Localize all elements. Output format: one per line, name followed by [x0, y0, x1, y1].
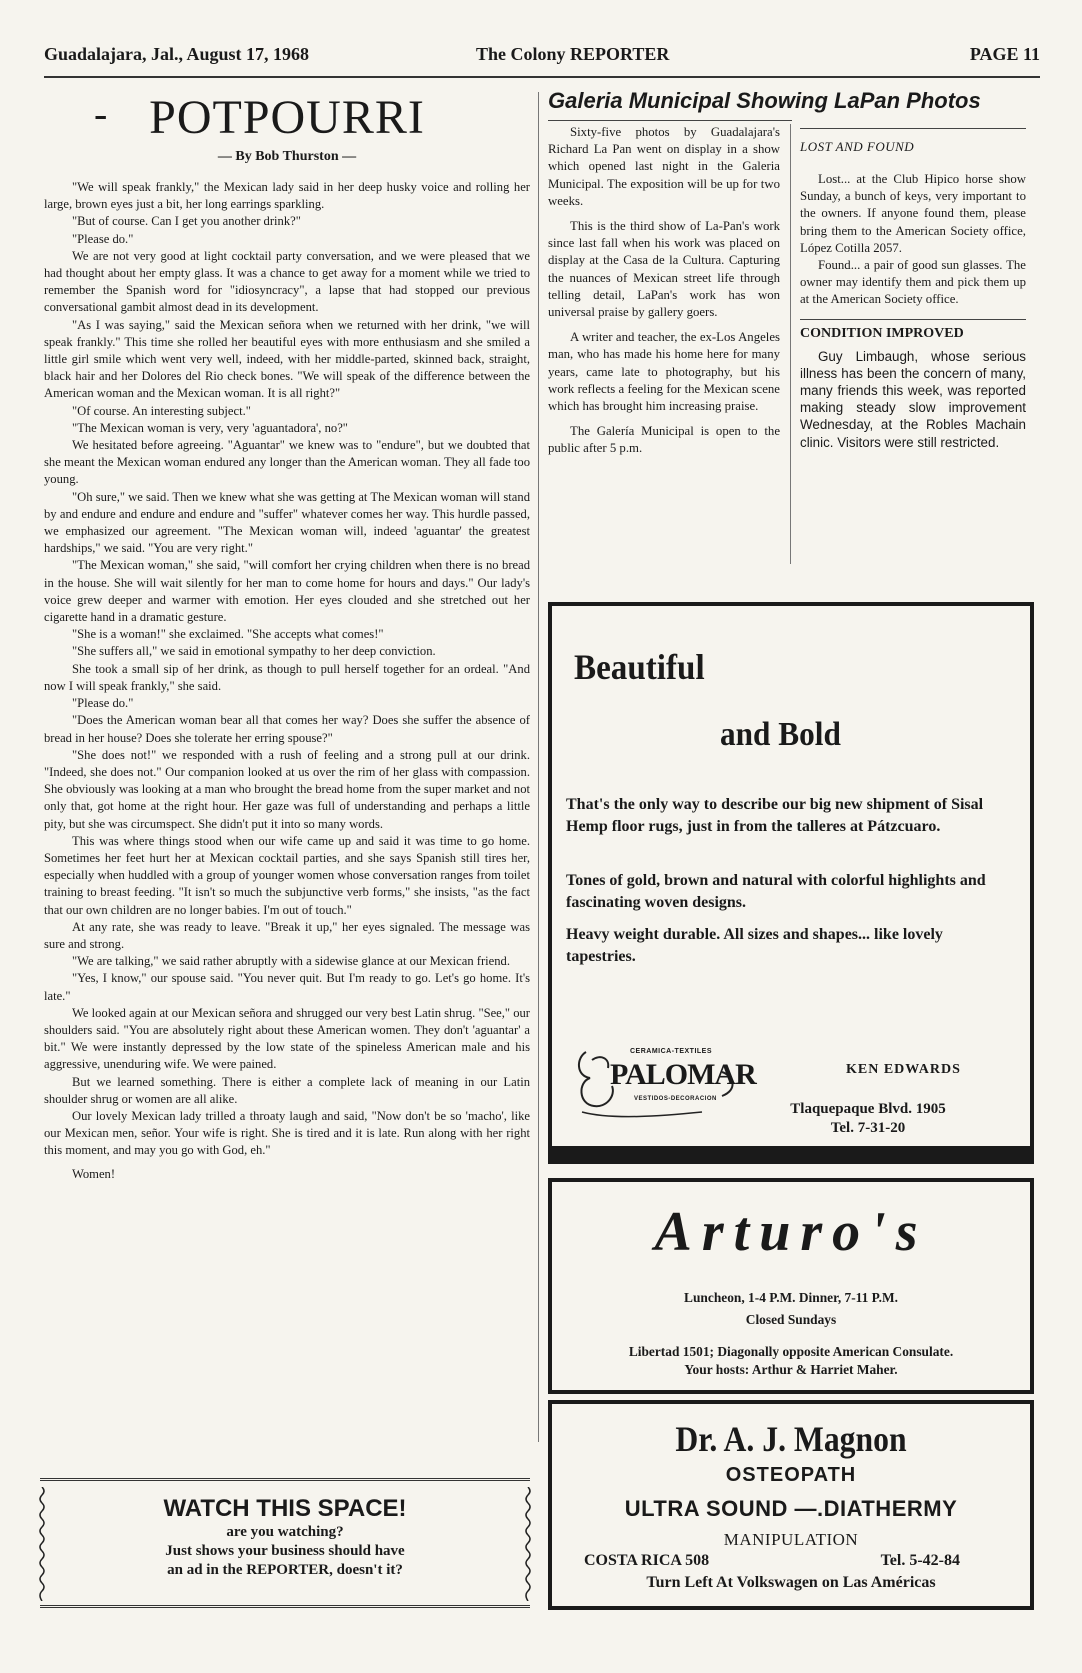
- condition-text: Guy Limbaugh, whose serious illness has been the concern of many, many friends this week, was reported making steady slow improvement Wednesday, at the Robles Machain clinic. Visitors were still restricted.: [800, 348, 1026, 450]
- magnon-services: ULTRA SOUND —.DIATHERMY: [624, 1496, 958, 1521]
- wavy-border-left-icon: [38, 1487, 46, 1601]
- article-paragraph: "But of course. Can I get you another drink?": [72, 214, 301, 229]
- article-paragraph: "Oh sure," we said. Then we knew what she was getting at The Mexican woman will stand by and endure and endure and endure and "suffer" whatever comes her way. This hurdle passed, we emphasized our agreement. "The Mexican woman will, indeed 'aguantar' the greatest hardships," we said. "You are very right.": [44, 489, 530, 556]
- magnon-address: COSTA RICA 508: [584, 1552, 710, 1569]
- galeria-paragraph: A writer and teacher, the ex-Los Angeles man, who has made his home here for many years, came late to photography, but his work reflects a feeling for the Mexican scene which has brought him increasing praise.: [548, 330, 780, 414]
- article-paragraph: Women!: [72, 1166, 116, 1181]
- watch-ad-line3: an ad in the REPORTER, doesn't it?: [167, 1562, 403, 1578]
- galeria-paragraph: The Galería Municipal is open to the public after 5 p.m.: [548, 424, 780, 456]
- article-paragraph: "Yes, I know," our spouse said. "You never quit. But I'm ready to go. Let's go home. It's late.": [44, 971, 530, 1003]
- potpourri-title-block: [44, 90, 530, 145]
- lost-found-heading: LOST AND FOUND: [800, 139, 915, 154]
- article-paragraph: Our lovely Mexican lady trilled a throaty laugh and said, "Now don't be so 'macho', like our Mexican men, señor. Your wife is right. She is tired and it is late. Run along with her right this moment, and may you go with God, eh.": [44, 1108, 530, 1158]
- ad-headline-bold: and Bold: [720, 716, 841, 753]
- lost-paragraph: Lost... at the Club Hipico horse show Sunday, a bunch of keys, very important to the owners. If anyone found them, please bring them to the American Society office, López Cotilla 2057.: [800, 172, 1026, 255]
- article-paragraph: "Please do.": [72, 696, 134, 711]
- magnon-manipulation: MANIPULATION: [723, 1530, 859, 1549]
- galeria-paragraph: Sixty-five photos by Guadalajara's Richard La Pan went on display in a show which opened last night in the Galeria Municipal. The exposition will be up for two weeks.: [548, 125, 780, 208]
- arturos-closed: Closed Sundays: [745, 1312, 837, 1327]
- magnon-ad: [548, 1400, 1034, 1610]
- article-paragraph: "The Mexican woman," she said, "will comfort her crying children when there is no bread in the house. She will wait silently for her man to come home for hours and days." Our lady's voice grew deeper and warmer with emotion. Her eyes clouded and she stretched out her cigarette hand in a dramatic gesture.: [44, 558, 530, 625]
- palomar-logo: [572, 1042, 762, 1122]
- briefs-column: [800, 124, 1026, 451]
- column-divider: [538, 92, 539, 1442]
- masthead-rule: [44, 76, 1040, 78]
- galeria-article: [548, 124, 780, 466]
- article-paragraph: "Please do.": [72, 231, 134, 246]
- article-paragraph: "We will speak frankly," the Mexican lady said in her deep husky voice and rolling her large, brown eyes just a bit, her long earrings sparkling.: [44, 180, 530, 212]
- article-paragraph: "She suffers all," we said in emotional sympathy to her deep conviction.: [72, 644, 436, 659]
- masthead-dateline: Guadalajara, Jal., August 17, 1968: [44, 44, 310, 64]
- title-dash: -: [94, 91, 109, 136]
- ad-paragraph-2: Tones of gold, brown and natural with colorful highlights and fascinating woven designs.: [566, 872, 986, 911]
- magnon-directions: Turn Left At Volkswagen on Las Américas: [646, 1574, 936, 1591]
- galeria-headline: Galeria Municipal Showing LaPan Photos: [548, 88, 981, 113]
- palomar-rug-ad: [548, 602, 1034, 1164]
- logo-name: PALOMAR: [610, 1058, 756, 1091]
- masthead: [44, 40, 1040, 68]
- ad-telephone: Tel. 7-31-20: [830, 1120, 906, 1136]
- ad-address: Tlaquepaque Blvd. 1905: [790, 1101, 946, 1117]
- wavy-border-right-icon: [524, 1487, 532, 1601]
- article-paragraph: "She does not!" we responded with a rush of feeling and a strong pull at our drink. "Indeed, she does not." Our companion looked at us over the rim of her glass with compassion. She obviously was looking at a man who brought the bread home from the super market and not only that, got home at the right hour. Her gaze was full of understanding and perhaps a little pity, but she was circumspect. She didn't put it into so many words.: [44, 747, 530, 831]
- article-paragraph: "The Mexican woman is very, very 'aguantadora', no?": [72, 420, 348, 435]
- ad-paragraph-1: That's the only way to describe our big new shipment of Sisal Hemp floor rugs, just in from the talleres at Pátzcuaro.: [566, 796, 984, 835]
- potpourri-article: [44, 179, 530, 1183]
- article-paragraph: We are not very good at light cocktail party conversation, and we were pleased that we had thought about her empty glass. It was a chance to get away for a moment while we tried to remember the Spanish word for "idiosyncracy", a lapse that had stopped our previous conversational gambit almost dead in its development.: [44, 248, 530, 315]
- briefs-rule: [800, 128, 1026, 129]
- article-paragraph: We looked again at our Mexican señora and shrugged our very best Latin shrug. "See," our shoulders said. "You are absolutely right about these American women. They don't 'aguantar' a bit." We were instantly depressed by the low state of the spineless American male and his aggressive, unenduring wife. We were pained.: [44, 1005, 530, 1072]
- ad-address-block: [768, 1100, 968, 1138]
- potpourri-title: POTPOURRI: [149, 91, 425, 144]
- watch-ad-title: WATCH THIS SPACE!: [163, 1495, 407, 1522]
- article-paragraph: At any rate, she was ready to leave. "Break it up," her eyes signaled. The message was sure and strong.: [44, 919, 530, 951]
- magnon-telephone: Tel. 5-42-84: [880, 1552, 960, 1569]
- article-paragraph: "As I was saying," said the Mexican señora when we returned with her drink, "we will speak frankly." This time she rolled her beautiful eyes with more enthusiasm and she smiled a little girl smile which went very well, indeed, with her middle-parted, skinned back, straight, black hair and her Dolores del Rio check bones. "We will speak of the difference between the American woman and the Mexican woman. It is all right?": [44, 317, 530, 401]
- logo-bottom-text: VESTIDOS-DECORACION: [634, 1096, 717, 1102]
- masthead-page-number: PAGE 11: [969, 44, 1040, 64]
- article-paragraph: She took a small sip of her drink, as though to pull herself together for an ordeal. "And now I will speak frankly," she said.: [44, 661, 530, 693]
- article-paragraph: "Of course. An interesting subject.": [72, 403, 251, 418]
- arturos-hosts: Your hosts: Arthur & Harriet Maher.: [684, 1362, 898, 1377]
- ad-headline-beautiful: Beautiful: [574, 647, 705, 687]
- watch-ad-line1: are you watching?: [226, 1524, 344, 1540]
- article-paragraph: "We are talking," we said rather abruptly with a sidewise glance at our Mexican friend.: [72, 954, 510, 969]
- potpourri-column: [44, 84, 530, 1183]
- article-paragraph: This was where things stood when our wife came up and said it was time to go home. Sometimes her feet hurt her at Mexican cocktail parties, and she says Spanish still tires her, especially when huddled with a group of younger women whose conversation ranges from toilet training to breast feeding. "It isn't so much the subjunctive verb forms," she insists, "as the fact that our own children are no longer babies. I'm out of touch.": [44, 833, 530, 917]
- article-paragraph: We hesitated before agreeing. "Aguantar" we knew was to "endure", but we doubted that she meant the Mexican woman endured any longer than the American woman. They all fade too young.: [44, 438, 530, 487]
- arturos-hours: Luncheon, 1-4 P.M. Dinner, 7-11 P.M.: [684, 1290, 898, 1305]
- article-paragraph: But we learned something. There is either a complete lack of meaning in our Latin shoulder shrug or women are all alike.: [44, 1074, 530, 1106]
- found-paragraph: Found... a pair of good sun glasses. The owner may identify them and pick them up at the American Society office.: [800, 258, 1026, 307]
- watch-this-space-ad: [40, 1478, 530, 1608]
- magnon-name: Dr. A. J. Magnon: [675, 1419, 907, 1459]
- watch-ad-line2: Just shows your business should have: [165, 1543, 405, 1559]
- logo-top-text: CERAMICA-TEXTILES: [630, 1048, 712, 1055]
- arturos-name: Arturo's: [654, 1201, 928, 1263]
- galeria-rule: [548, 120, 792, 121]
- article-paragraph: "Does the American woman bear all that comes her way? Does she suffer the absence of bread in her house? Does she tolerate her erring spouse?": [44, 713, 530, 745]
- potpourri-byline: — By Bob Thurston —: [217, 149, 357, 164]
- galeria-paragraph: This is the third show of La-Pan's work since last fall when his work was placed on display at the Casa de la Cultura. Capturing the nuances of Mexican street life through telling detail, LaPan's work has won universal praise by gallery goers.: [548, 219, 780, 320]
- briefs-rule-2: [800, 319, 1026, 320]
- magnon-title: OSTEOPATH: [725, 1464, 857, 1486]
- masthead-paper-name: The Colony REPORTER: [476, 44, 670, 64]
- ad-contact-name: KEN EDWARDS: [846, 1062, 961, 1077]
- article-paragraph: "She is a woman!" she exclaimed. "She accepts what comes!": [72, 627, 384, 642]
- arturos-ad: [548, 1178, 1034, 1394]
- column-divider-right: [790, 124, 791, 564]
- condition-heading: CONDITION IMPROVED: [800, 325, 964, 341]
- arturos-address: Libertad 1501; Diagonally opposite American Consulate.: [628, 1344, 954, 1359]
- ad-paragraph-3: Heavy weight durable. All sizes and shapes... like lovely tapestries.: [566, 926, 943, 965]
